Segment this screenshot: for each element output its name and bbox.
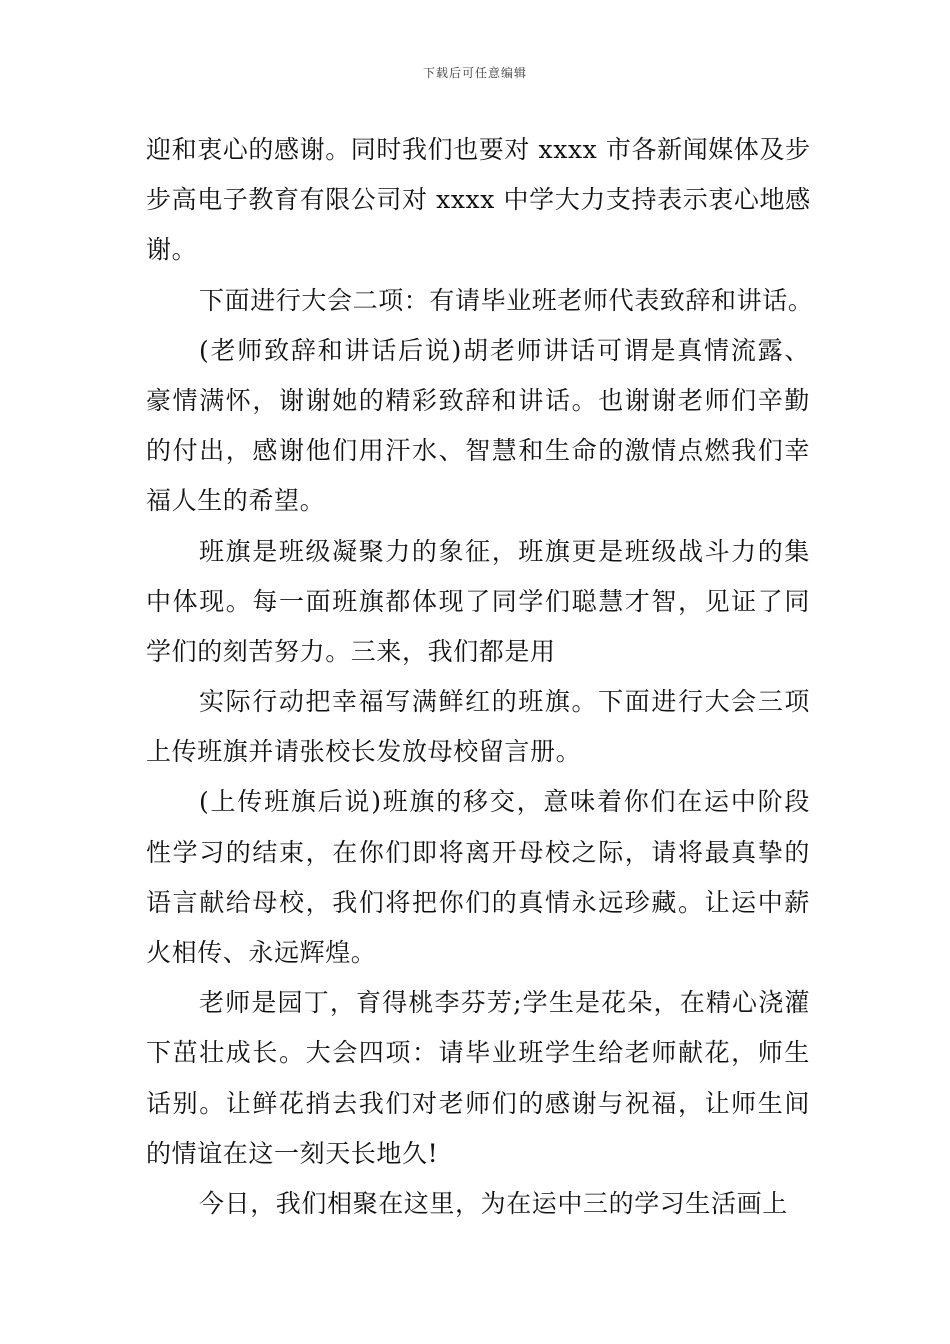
document-body (146, 125, 814, 1229)
text-line: 的情谊在这一刻天长地久! (146, 1138, 439, 1168)
text-line: 火相传、永远辉煌。 (146, 938, 377, 967)
text-line: 迎和衷心的感谢。同时我们也要对 xxxx 市各新闻媒体及步 (146, 135, 811, 164)
paragraph-first-line: 下面进行大会二项：有请毕业班老师代表致辞和讲话。 (199, 285, 814, 315)
text-line: 性学习的结束，在你们即将离开母校之际，请将最真挚的 (146, 837, 810, 867)
text-line: 话别。让鲜花捎去我们对老师们的感谢与祝福，让师生间 (146, 1088, 810, 1118)
page-header: 下载后可任意编辑 (422, 66, 527, 80)
text-line: 上传班旗并请张校长发放母校留言册。 (146, 737, 582, 767)
text-line: 的付出，感谢他们用汗水、智慧和生命的激情点燃我们幸 (146, 436, 810, 466)
paragraph-first-line: 实际行动把幸福写满鲜红的班旗。下面进行大会三项 (199, 687, 810, 717)
paragraph-first-line: 班旗是班级凝聚力的象征，班旗更是班级战斗力的集 (199, 536, 810, 566)
paragraph-first-line: 老师是园丁，育得桃李芬芳;学生是花朵，在精心浇灌 (199, 988, 810, 1018)
text-line: 语言献给母校，我们将把你们的真情永远珍藏。让运中薪 (146, 887, 810, 917)
text-line: 谢。 (146, 235, 198, 265)
paragraph-first-line: (老师致辞和讲话后说)胡老师讲话可谓是真情流露、 (199, 335, 810, 365)
paragraph-first-line: 今日，我们相聚在这里，为在运中三的学习生活画上 (199, 1188, 788, 1218)
text-line: 中体现。每一面班旗都体现了同学们聪慧才智，见证了同 (146, 586, 810, 616)
paragraph-first-line: (上传班旗后说)班旗的移交，意味着你们在运中阶段 (199, 787, 810, 817)
text-line: 学们的刻苦努力。三来，我们都是用 (146, 636, 556, 666)
text-line: 豪情满怀，谢谢她的精彩致辞和讲话。也谢谢老师们辛勤 (146, 385, 810, 415)
text-line: 步高电子教育有限公司对 xxxx 中学大力支持表示衷心地感 (146, 185, 811, 215)
text-line: 下茁壮成长。大会四项：请毕业班学生给老师献花，师生 (146, 1038, 810, 1068)
text-line: 福人生的希望。 (146, 486, 326, 516)
